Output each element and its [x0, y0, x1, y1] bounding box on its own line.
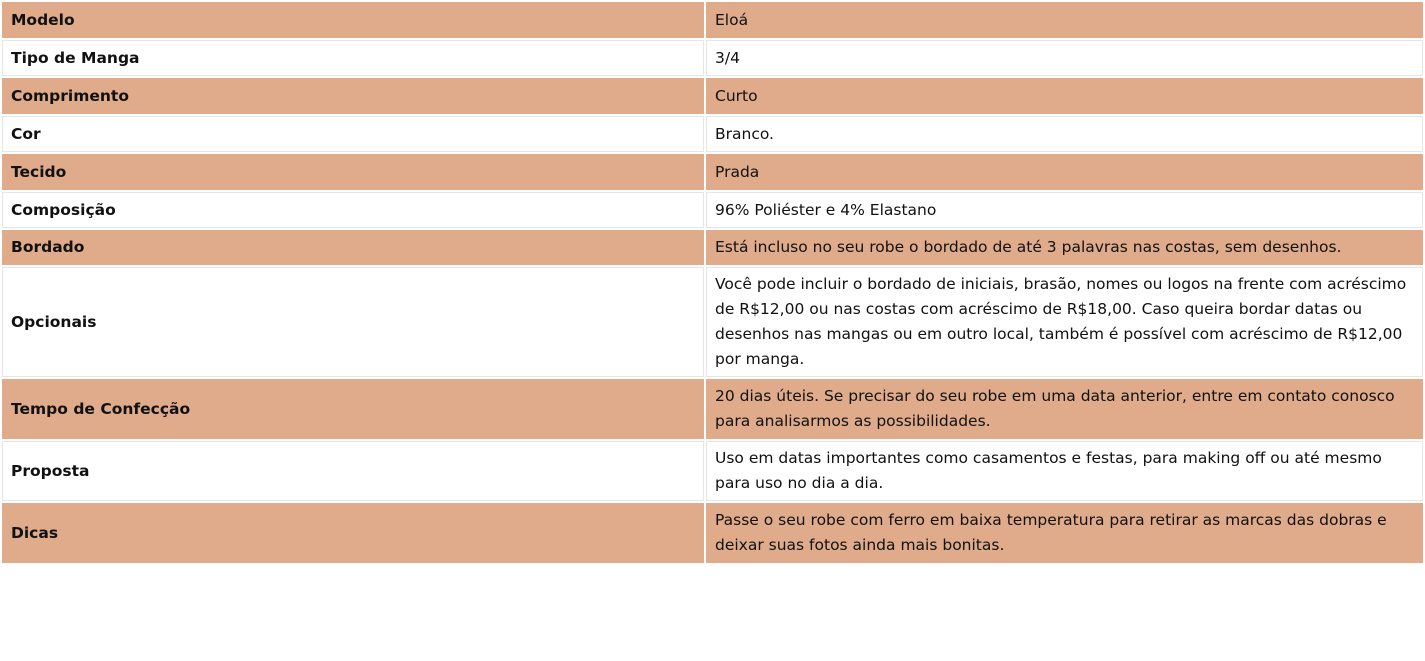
spec-row-tecido: [2, 154, 1423, 190]
spec-label: Cor: [2, 116, 704, 152]
spec-label: Tempo de Confecção: [2, 379, 704, 439]
spec-label: Proposta: [2, 441, 704, 501]
spec-label: Dicas: [2, 503, 704, 563]
spec-value: 20 dias úteis. Se precisar do seu robe em uma data anterior, entre em contato conosco para analisarmos as possibilidades.: [706, 379, 1423, 439]
spec-value: Está incluso no seu robe o bordado de até 3 palavras nas costas, sem desenhos.: [706, 230, 1423, 265]
spec-value: Curto: [706, 78, 1423, 114]
spec-row-opcionais: [2, 267, 1423, 377]
spec-label: Comprimento: [2, 78, 704, 114]
spec-row-bordado: [2, 230, 1423, 265]
spec-row-dicas: [2, 503, 1423, 563]
spec-label: Tecido: [2, 154, 704, 190]
spec-row-cor: [2, 116, 1423, 152]
spec-row-comprimento: [2, 78, 1423, 114]
spec-row-modelo: [2, 2, 1423, 38]
spec-value: Você pode incluir o bordado de iniciais, brasão, nomes ou logos na frente com acréscimo de R$12,00 ou nas costas com acréscimo de R$18,00. Caso queira bordar datas ou desenhos nas mangas ou em outro local, também é possível com acréscimo de R$12,00 por manga.: [706, 267, 1423, 377]
spec-value: Branco.: [706, 116, 1423, 152]
spec-row-proposta: [2, 441, 1423, 501]
spec-value: Prada: [706, 154, 1423, 190]
spec-label: Opcionais: [2, 267, 704, 377]
spec-value: Eloá: [706, 2, 1423, 38]
spec-row-tipo-de-manga: [2, 40, 1423, 76]
spec-row-tempo-de-confeccao: [2, 379, 1423, 439]
spec-label: Composição: [2, 192, 704, 228]
spec-value: Passe o seu robe com ferro em baixa temperatura para retirar as marcas das dobras e deixar suas fotos ainda mais bonitas.: [706, 503, 1423, 563]
spec-value: 96% Poliéster e 4% Elastano: [706, 192, 1423, 228]
spec-label: Modelo: [2, 2, 704, 38]
spec-row-composicao: [2, 192, 1423, 228]
spec-value: 3/4: [706, 40, 1423, 76]
spec-label: Bordado: [2, 230, 704, 265]
spec-label: Tipo de Manga: [2, 40, 704, 76]
spec-value: Uso em datas importantes como casamentos e festas, para making off ou até mesmo para uso no dia a dia.: [706, 441, 1423, 501]
